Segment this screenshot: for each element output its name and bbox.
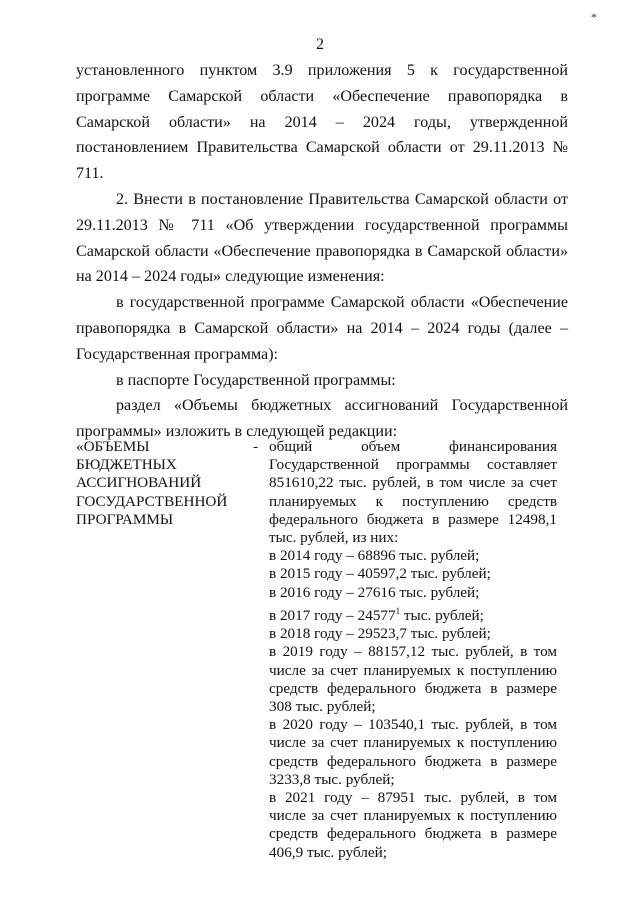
paragraph: установленного пунктом 3.9 приложения 5 к государственной программе Самарской области «Обеспечение правопорядка в Самарской области» на 2014 – 2024 годы, утвержденной постановлением Правительства Самарской области от 29.11.2013 № 711. <box>76 62 568 183</box>
funding-intro: общий объем финансирования Государственной программы составляет 851610,22 тыс. рублей, в том числе за счет планируемых к поступлению средств федерального бюджета в размере 12498,1 тыс. рублей, из них: <box>269 438 557 547</box>
year-2017-text: в 2017 году – 24577 <box>269 606 396 624</box>
paragraph: раздел «Объемы бюджетных ассигнований Государственной программы» изложить в следующей редакции: <box>76 397 568 441</box>
page-number: 2 <box>316 36 324 53</box>
paragraph: в паспорте Государственной программы: <box>116 371 396 389</box>
paragraph: в государственной программе Самарской области «Обеспечение правопорядка в Самарской области» на 2014 – 2024 годы (далее – Государственная программа): <box>76 294 568 363</box>
year-line: в 2021 году – 87951 тыс. рублей, в том числе за счет планируемых к поступлению средств федерального бюджета в размере 406,9 тыс. рублей; <box>269 788 557 861</box>
section-title-line: ПРОГРАММЫ <box>76 510 174 528</box>
section-content <box>269 438 557 862</box>
document-body <box>76 58 568 445</box>
year-line: в 2016 году – 27616 тыс. рублей; <box>269 583 480 601</box>
section-title-line: ГОСУДАРСТВЕННОЙ <box>76 492 228 510</box>
section-title <box>76 438 259 529</box>
paragraph: 2. Внести в постановление Правительства Самарской области от 29.11.2013 № 711 «Об утверждении государственной программы Самарской области «Обеспечение правопорядка в Самарской области» на 2014 – 2024 годы» следующие изменения: <box>76 190 568 286</box>
section-title-line: «ОБЪЕМЫ <box>76 438 150 455</box>
year-line <box>269 602 557 625</box>
section-title-line: АССИГНОВАНИЙ <box>76 474 202 492</box>
section-title-line: БЮДЖЕТНЫХ <box>76 456 177 474</box>
footnote-mark: 1 <box>395 605 401 616</box>
year-line: в 2020 году – 103540,1 тыс. рублей, в том числе за счет планируемых к поступлению средств федерального бюджета в размере 3233,8 тыс. рублей; <box>269 716 557 788</box>
year-line: в 2019 году – 88157,12 тыс. рублей, в том числе за счет планируемых к поступлению средств федерального бюджета в размере 308 тыс. рублей; <box>269 643 557 715</box>
year-2017-tail: тыс. рублей; <box>400 606 484 624</box>
corner-mark: * <box>591 10 597 24</box>
year-line: в 2014 году – 68896 тыс. рублей; <box>269 547 480 565</box>
year-line: в 2015 году – 40597,2 тыс. рублей; <box>269 565 491 583</box>
year-line: в 2018 году – 29523,7 тыс. рублей; <box>269 625 491 643</box>
section-dash: - <box>253 438 259 455</box>
